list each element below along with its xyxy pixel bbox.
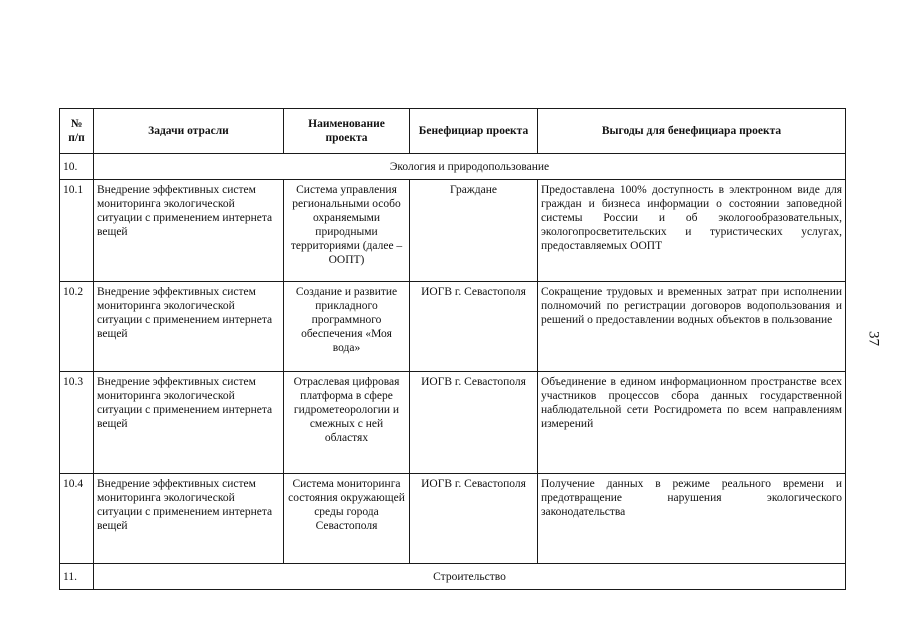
row-number: 10.2 <box>60 282 94 372</box>
section-title: Строительство <box>94 564 846 590</box>
row-benefits: Получение данных в режиме реального времени и предотвращение нарушения экологического законодательства <box>538 474 846 564</box>
table-row <box>60 180 846 282</box>
row-task: Внедрение эффективных систем мониторинга экологической ситуации с применением интернета вещей <box>94 474 284 564</box>
row-number: 10.3 <box>60 372 94 474</box>
section-row-construction <box>60 564 846 590</box>
row-project-name: Система мониторинга состояния окружающей среды города Севастополя <box>284 474 410 564</box>
row-task: Внедрение эффективных систем мониторинга экологической ситуации с применением интернета вещей <box>94 282 284 372</box>
table-row <box>60 474 846 564</box>
row-number: 10.1 <box>60 180 94 282</box>
row-benefits: Предоставлена 100% доступность в электронном виде для граждан и бизнеса информации о состоянии заповедной системы России и об экологообразовательных, экологопросветительских и туристических услугах, предоставляемых ООПТ <box>538 180 846 282</box>
row-project-name: Отраслевая цифровая платформа в сфере гидрометеорологии и смежных с ней областях <box>284 372 410 474</box>
row-benefits: Сокращение трудовых и временных затрат при исполнении полномочий по регистрации договоров водопользования и решений о предоставлении водных объектов в пользование <box>538 282 846 372</box>
projects-table <box>59 108 846 590</box>
header-project-name: Наименование проекта <box>284 109 410 154</box>
header-task: Задачи отрасли <box>94 109 284 154</box>
row-project-name: Система управления региональными особо охраняемыми природными территориями (далее – ООПТ) <box>284 180 410 282</box>
row-benefits: Объединение в едином информационном пространстве всех участников процессов сбора данных государственной наблюдательной сети Росгидромета по всем направлениям измерений <box>538 372 846 474</box>
section-row-ecology <box>60 154 846 180</box>
header-benefits: Выгоды для бенефициара проекта <box>538 109 846 154</box>
row-project-name: Создание и развитие прикладного программного обеспечения «Моя вода» <box>284 282 410 372</box>
row-beneficiary: ИОГВ г. Севастополя <box>410 372 538 474</box>
header-beneficiary: Бенефициар проекта <box>410 109 538 154</box>
table-row <box>60 282 846 372</box>
row-number: 10.4 <box>60 474 94 564</box>
header-number: № п/п <box>60 109 94 154</box>
section-number: 10. <box>60 154 94 180</box>
table-header-row <box>60 109 846 154</box>
row-beneficiary: ИОГВ г. Севастополя <box>410 474 538 564</box>
row-task: Внедрение эффективных систем мониторинга экологической ситуации с применением интернета вещей <box>94 180 284 282</box>
section-number: 11. <box>60 564 94 590</box>
table-row <box>60 372 846 474</box>
page-number: 37 <box>865 331 882 346</box>
row-beneficiary: Граждане <box>410 180 538 282</box>
row-task: Внедрение эффективных систем мониторинга экологической ситуации с применением интернета вещей <box>94 372 284 474</box>
row-beneficiary: ИОГВ г. Севастополя <box>410 282 538 372</box>
section-title: Экология и природопользование <box>94 154 846 180</box>
